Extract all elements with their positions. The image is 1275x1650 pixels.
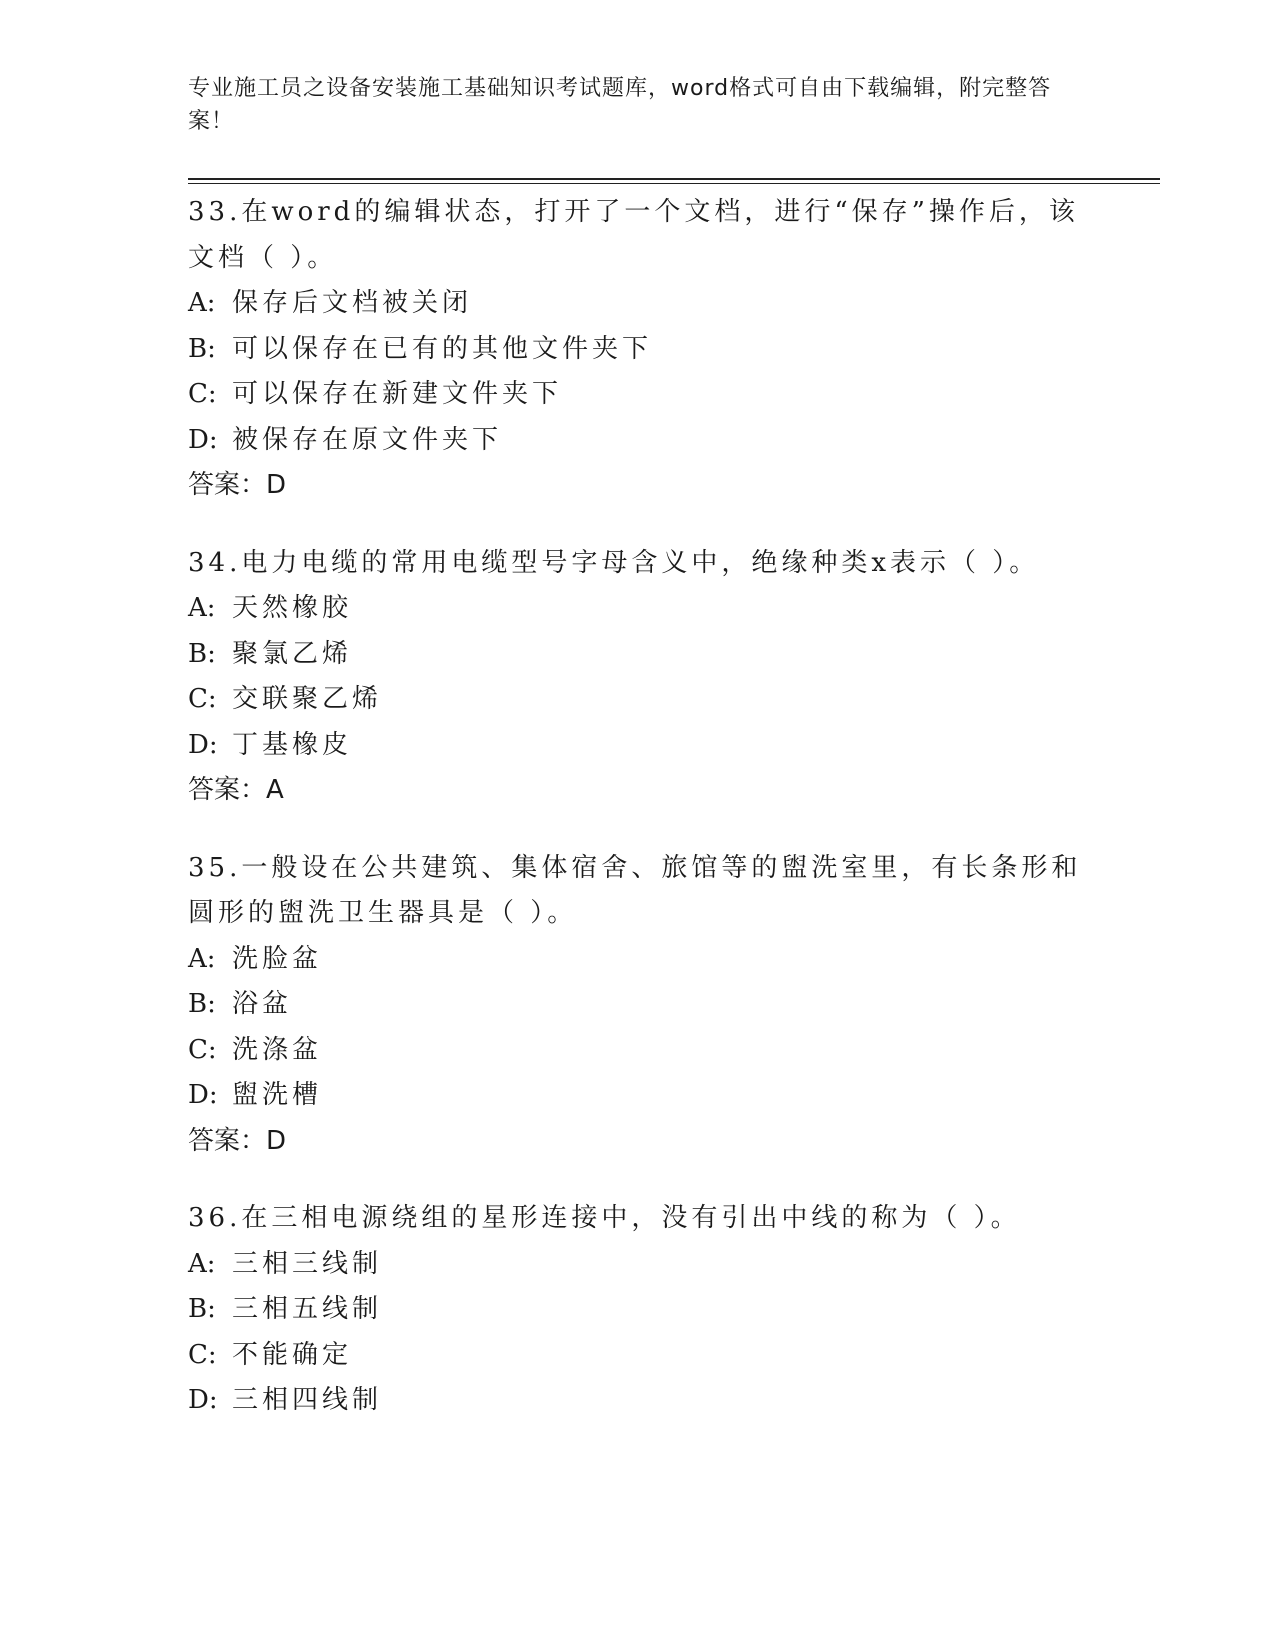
option-a (188, 1242, 1088, 1288)
option-key: C: (188, 684, 217, 714)
option-b (188, 632, 1088, 678)
option-key: A: (188, 593, 216, 623)
option-d (188, 418, 1088, 464)
option-b (188, 327, 1088, 373)
option-c (188, 1028, 1088, 1074)
answer-line: 答案：A (188, 775, 284, 805)
option-text: 聚氯乙烯 (232, 638, 353, 669)
document-header: 专业施工员之设备安装施工基础知识考试题库，word格式可自由下载编辑，附完整答案！ (188, 76, 1052, 134)
option-key: B: (188, 333, 216, 364)
option-a (188, 937, 1088, 983)
option-text: 丁基橡皮 (232, 729, 353, 760)
option-a (188, 281, 1088, 327)
option-text: 三相四线制 (232, 1385, 383, 1415)
option-key: D: (188, 729, 218, 760)
question-35 (188, 846, 1088, 1165)
option-key: D: (188, 1080, 218, 1110)
option-text: 交联聚乙烯 (232, 684, 383, 714)
question-stem: 36.在三相电源绕组的星形连接中，没有引出中线的称为（ ）。 (188, 1203, 1021, 1233)
option-key: A: (188, 288, 216, 318)
option-text: 盥洗槽 (232, 1080, 323, 1110)
option-b (188, 1287, 1088, 1333)
option-text: 可以保存在新建文件夹下 (232, 379, 563, 409)
question-stem: 35.一般设在公共建筑、集体宿舍、旅馆等的盥洗室里，有长条形和圆形的盥洗卫生器具是（ ）。 (188, 852, 1082, 928)
option-key: B: (188, 989, 216, 1019)
option-text: 浴盆 (232, 989, 293, 1019)
option-text: 三相三线制 (232, 1248, 383, 1279)
option-c (188, 372, 1088, 418)
option-key: B: (188, 1294, 216, 1324)
option-text: 三相五线制 (232, 1294, 383, 1324)
option-key: D: (188, 424, 218, 455)
option-d (188, 1073, 1088, 1119)
question-stem: 33.在word的编辑状态，打开了一个文档，进行“保存”操作后，该文档（ ）。 (188, 197, 1079, 273)
option-d (188, 1378, 1088, 1424)
question-33 (188, 190, 1088, 509)
option-text: 洗脸盆 (232, 943, 323, 974)
option-key: D: (188, 1385, 218, 1415)
option-text: 不能确定 (232, 1339, 353, 1370)
question-36 (188, 1196, 1088, 1424)
option-c (188, 1333, 1088, 1379)
question-stem: 34.电力电缆的常用电缆型号字母含义中，绝缘种类x表示（ ）。 (188, 547, 1040, 578)
option-key: C: (188, 1339, 217, 1370)
option-b (188, 982, 1088, 1028)
option-key: A: (188, 943, 216, 974)
option-text: 可以保存在已有的其他文件夹下 (232, 333, 653, 364)
option-text: 洗涤盆 (232, 1034, 323, 1065)
header-rule-thin (188, 183, 1160, 184)
answer-line: 答案：D (188, 470, 287, 500)
answer-line: 答案：D (188, 1125, 287, 1156)
option-key: A: (188, 1248, 216, 1279)
question-34 (188, 541, 1088, 814)
option-a (188, 586, 1088, 632)
option-c (188, 677, 1088, 723)
header-rule-thick (188, 178, 1160, 180)
option-key: C: (188, 379, 217, 409)
option-key: B: (188, 638, 216, 669)
option-d (188, 723, 1088, 769)
option-text: 保存后文档被关闭 (232, 288, 473, 318)
option-text: 天然橡胶 (232, 593, 353, 623)
option-key: C: (188, 1034, 217, 1065)
option-text: 被保存在原文件夹下 (232, 424, 503, 455)
question-list (188, 190, 1088, 1456)
